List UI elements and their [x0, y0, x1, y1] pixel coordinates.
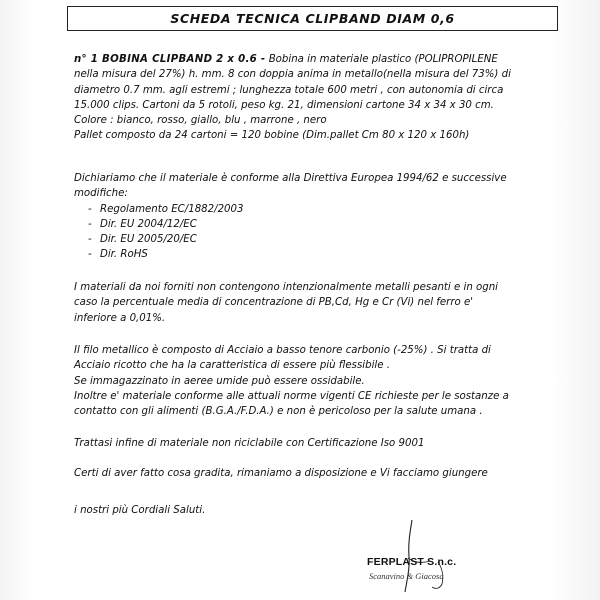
certification-text: Trattasi infine di materiale non riciclabile con Certificazione Iso 9001: [74, 438, 425, 449]
list-dash: -: [88, 203, 92, 215]
product-line: 15.000 clips. Cartoni da 5 rotoli, peso kg. 21, dimensioni cartone 34 x 34 x 30 cm.: [74, 99, 494, 111]
wire-line: contatto con gli alimenti (B.G.A./F.D.A.) e non è pericoloso per la salute umana .: [74, 406, 483, 418]
metals-paragraph: [74, 280, 498, 326]
stamp-company: FERPLAST S.n.c.: [367, 556, 457, 568]
metals-line: caso la percentuale media di concentrazione di PB,Cd, Hg e Cr (Vi) nel ferro e': [74, 297, 474, 309]
product-line: nella misura del 27%) h. mm. 8 con doppia anima in metallo(nella misura del 73%) di: [74, 69, 511, 81]
product-line: Pallet composto da 24 cartoni = 120 bobine (Dim.pallet Cm 80 x 120 x 160h): [74, 130, 470, 142]
list-item: - Dir. RoHS: [74, 247, 507, 262]
wire-line: Il filo metallico è composto di Acciaio a basso tenore carbonio (-25%) . Si tratta di: [74, 345, 491, 356]
metals-line: I materiali da noi forniti non contengono intenzionalmente metalli pesanti e in ogni: [74, 282, 498, 293]
wire-line: Inoltre e' materiale conforme alle attuali norme vigenti CE richieste per le sostanze a: [74, 390, 509, 402]
product-heading: n° 1 BOBINA CLIPBAND 2 x 0.6 -: [74, 54, 266, 65]
list-dash: -: [88, 234, 92, 246]
list-dash: -: [88, 218, 92, 230]
declaration-paragraph: [74, 171, 507, 263]
product-line: diametro 0.7 mm. agli estremi ; lunghezza totale 600 metri , con autonomia di circa: [74, 84, 504, 96]
list-item: - Dir. EU 2005/20/EC: [74, 232, 507, 247]
directive-list: [74, 202, 507, 263]
declaration-line: modifiche:: [74, 188, 128, 200]
wire-line: Acciaio ricotto che ha la caratteristica di essere più flessibile .: [74, 360, 390, 372]
product-description: [74, 52, 511, 144]
product-line: Colore : bianco, rosso, giallo, blu , marrone , nero: [74, 115, 327, 127]
metals-line: inferiore a 0,01%.: [74, 312, 166, 324]
stamp-names: Scanavino & Giacosa: [369, 571, 444, 581]
list-item: - Regolamento EC/1882/2003: [74, 202, 507, 217]
greeting-text: i nostri più Cordiali Saluti.: [74, 505, 206, 516]
list-item: - Dir. EU 2004/12/EC: [74, 217, 507, 232]
declaration-line: Dichiariamo che il materiale è conforme alla Direttiva Europea 1994/62 e successive: [74, 173, 507, 184]
closing-text: Certi di aver fatto cosa gradita, rimaniamo a disposizione e Vi facciamo giungere: [74, 468, 488, 479]
document-title: SCHEDA TECNICA CLIPBAND DIAM 0,6: [67, 6, 558, 31]
wire-line: Se immagazzinato in aeree umide può essere ossidabile.: [74, 375, 365, 387]
product-line: n° 1 BOBINA CLIPBAND 2 x 0.6 - Bobina in materiale plastico (POLIPROPILENE: [74, 54, 498, 65]
list-dash: -: [88, 249, 92, 261]
company-stamp: [350, 518, 500, 598]
wire-paragraph: [74, 343, 509, 419]
